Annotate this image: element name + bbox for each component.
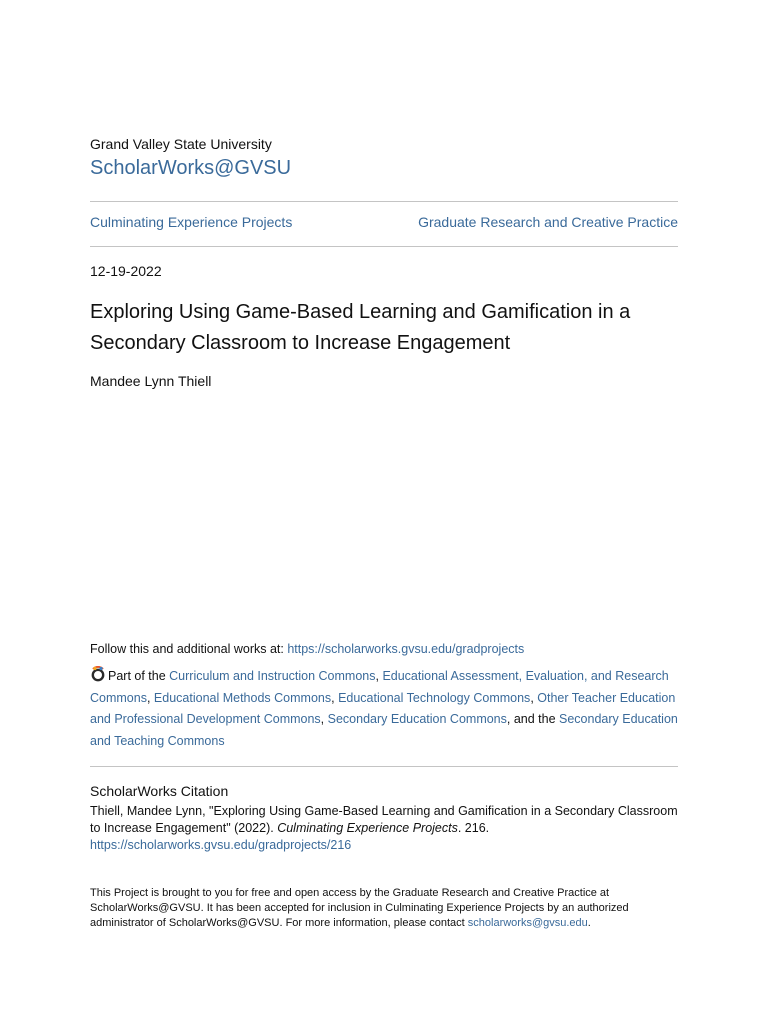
- citation-heading: ScholarWorks Citation: [90, 783, 229, 799]
- unit-link[interactable]: Graduate Research and Creative Practice: [418, 214, 678, 230]
- collection-nav: [90, 214, 678, 230]
- separator: ,: [375, 669, 383, 683]
- publication-date: 12-19-2022: [90, 263, 162, 279]
- citation-body: Thiell, Mandee Lynn, "Exploring Using Game-Based Learning and Gamification in a Secondary Classroom to Increase Engagement" (2022).: [90, 804, 678, 835]
- divider: [90, 246, 678, 247]
- separator: ,: [331, 690, 339, 705]
- access-end: .: [587, 917, 591, 929]
- citation-number: . 216.: [457, 821, 490, 835]
- separator: ,: [320, 712, 328, 726]
- access-statement: [90, 886, 680, 931]
- access-text: This Project is brought to you for free and open access by the Graduate Research and Creative Practice at ScholarWorks@GVSU. It has been accepted for inclusion in Culminating Experience Projects by an authorized administrator of ScholarWorks@GVSU. For more information, please contact: [90, 887, 629, 929]
- follow-line: [90, 642, 524, 656]
- document-title: Exploring Using Game-Based Learning and Gamification in a Secondary Classroom to Increase Engagement: [90, 301, 631, 354]
- commons-link-methods[interactable]: Educational Methods Commons: [153, 690, 332, 705]
- commons-link-technology[interactable]: Educational Technology Commons: [338, 690, 531, 705]
- citation-link[interactable]: https://scholarworks.gvsu.edu/gradprojects/216: [90, 838, 352, 852]
- follow-link[interactable]: https://scholarworks.gvsu.edu/gradprojects: [287, 642, 525, 656]
- part-of-prefix: Part of the: [108, 669, 170, 683]
- commons-link-secondary-ed[interactable]: Secondary Education Commons: [327, 712, 507, 726]
- contact-email-link[interactable]: scholarworks@gvsu.edu: [467, 917, 588, 929]
- part-of-disciplines: [90, 666, 680, 752]
- commons-link-assessment[interactable]: Educational Assessment, Evaluation, and Research Commons: [90, 669, 669, 705]
- collection-link[interactable]: Culminating Experience Projects: [90, 214, 293, 230]
- author-name: Mandee Lynn Thiell: [90, 373, 212, 389]
- institution-name: Grand Valley State University: [90, 136, 272, 152]
- divider: [90, 201, 678, 202]
- commons-link-curriculum[interactable]: Curriculum and Instruction Commons: [169, 669, 376, 683]
- separator: ,: [530, 690, 538, 705]
- commons-link-secondary-teaching[interactable]: Secondary Education and Teaching Commons: [90, 712, 678, 748]
- commons-network-icon: [90, 666, 106, 682]
- repository-link[interactable]: ScholarWorks@GVSU: [90, 157, 292, 179]
- commons-link-other-teacher-ed[interactable]: Other Teacher Education and Professional Development Commons: [90, 690, 676, 726]
- citation-text: [90, 803, 680, 854]
- separator: ,: [146, 690, 154, 705]
- citation-series: Culminating Experience Projects: [277, 821, 458, 835]
- follow-label: Follow this and additional works at:: [90, 642, 288, 656]
- and-the: , and the: [506, 712, 560, 726]
- divider: [90, 766, 678, 767]
